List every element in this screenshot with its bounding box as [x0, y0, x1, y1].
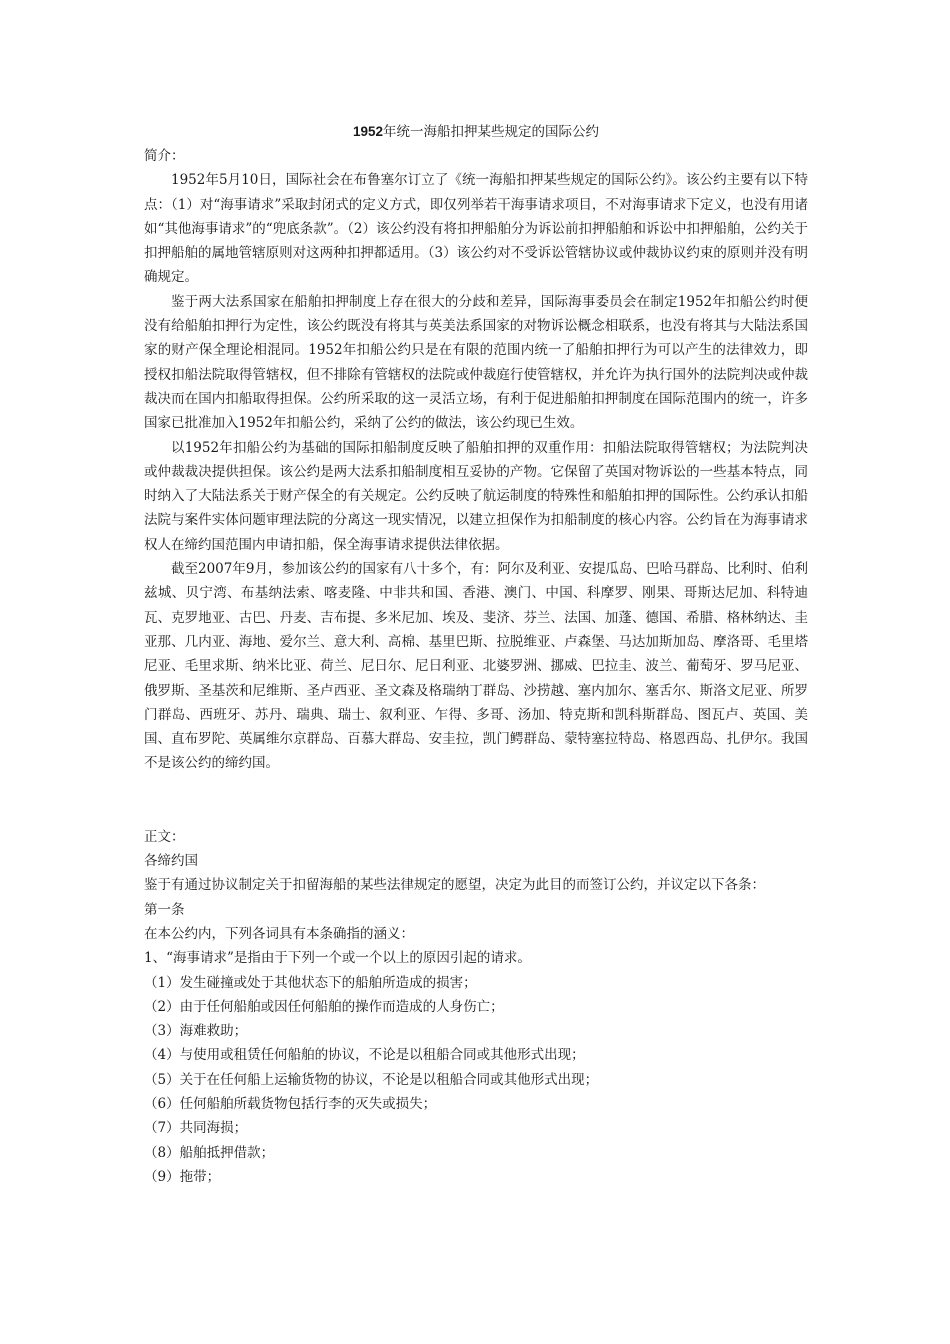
claim-item: （1）发生碰撞或处于其他状态下的船舶所造成的损害； — [144, 974, 477, 991]
title-text: 年统一海船扣押某些规定的国际公约 — [383, 124, 600, 140]
claim-item: （6）任何船舶所载货物包括行李的灭失或损失； — [144, 1095, 437, 1112]
article-intro: 在本公约内，下列各词具有本条确指的涵义： — [144, 925, 414, 942]
claim-item: （7）共同海损； — [144, 1120, 248, 1137]
claim-item: （8）船舶抵押借款； — [144, 1144, 275, 1161]
claim-item: （2）由于任何船舶或因任何船舶的操作而造成的人身伤亡； — [144, 998, 504, 1015]
intro-paragraph-2: 鉴于两大法系国家在船舶扣押制度上存在很大的分歧和差异，国际海事委员会在制定1952年扣船公约时便没有给船舶扣押行为定性，该公约既没有将其与英美法系国家的对物诉讼概念相联系，也没有将其与大陆法系国家的财产保全理论相混同。1952年扣船公约只是在有限的范围内统一了船舶扣押行为可以产生的法律效力，即授权扣船法院取得管辖权，但不排除有管辖权的法院或仲裁庭行使管辖权，并允许为执行国外的法院判决或仲裁裁决而在国内扣船取得担保。公约所采取的这一灵活立场，有利于促进船舶扣押制度在国际范围内的统一，许多国家已批准加入1952年扣船公约，采纳了公约的做法，该公约现已生效。 — [144, 293, 808, 432]
body-heading: 正文： — [144, 828, 185, 845]
title-number: 1952 — [352, 124, 384, 139]
definition-item: 1、“海事请求”是指由于下列一个或一个以上的原因引起的请求。 — [144, 950, 531, 967]
section-spacer — [144, 776, 808, 825]
claim-item: （5）关于在任何船上运输货物的协议，不论是以租船合同或其他形式出现； — [144, 1071, 599, 1088]
claim-item: （4）与使用或租赁任何船舶的协议，不论是以租船合同或其他形式出现； — [144, 1047, 585, 1064]
article-heading: 第一条 — [144, 901, 185, 918]
document-page — [144, 120, 808, 1189]
intro-heading: 简介： — [144, 148, 185, 164]
claim-item: （9）拖带； — [144, 1168, 221, 1185]
intro-paragraph-1: 1952年5月10日，国际社会在布鲁塞尔订立了《统一海船扣押某些规定的国际公约》。该公约主要有以下特点：（1）对“海事请求”采取封闭式的定义方式，即仅列举若干海事请求项目，不对海事请求下定义，也没有用诸如“其他海事请求”的“兜底条款”。（2）该公约没有将扣押船舶分为诉讼前扣押船舶和诉讼中扣押船舶，公约关于扣押船舶的属地管辖原则对这两种扣押都适用。（3）该公约对不受诉讼管辖协议或仲裁协议约束的原则并没有明确规定。 — [144, 172, 808, 286]
claim-item: （3）海难救助； — [144, 1023, 248, 1040]
intro-paragraph-3: 以1952年扣船公约为基础的国际扣船制度反映了船舶扣押的双重作用：扣船法院取得管辖权；为法院判决或仲裁裁决提供担保。该公约是两大法系扣船制度相互妥协的产物。它保留了英国对物诉讼的一些基本特点，同时纳入了大陆法系关于财产保全的有关规定。公约反映了航运制度的特殊性和船舶扣押的国际性。公约承认扣船法院与案件实体问题审理法院的分离这一现实情况，以建立担保作为扣船制度的核心内容。公约旨在为海事请求权人在缔约国范围内申请扣船，保全海事请求提供法律依据。 — [144, 439, 808, 553]
intro-paragraph-4: 截至2007年9月，参加该公约的国家有八十多个，有：阿尔及利亚、安提瓜岛、巴哈马群岛、比利时、伯利兹城、贝宁湾、布基纳法索、喀麦隆、中非共和国、香港、澳门、中国、科摩罗、刚果、哥斯达尼加、科特迪瓦、克罗地亚、古巴、丹麦、吉布提、多米尼加、埃及、斐济、芬兰、法国、加蓬、德国、希腊、格林纳达、圭亚那、几内亚、海地、爱尔兰、意大利、高棉、基里巴斯、拉脱维亚、卢森堡、马达加斯加岛、摩洛哥、毛里塔尼亚、毛里求斯、纳米比亚、荷兰、尼日尔、尼日利亚、北婆罗洲、挪威、巴拉圭、波兰、葡萄牙、罗马尼亚、俄罗斯、圣基茨和尼维斯、圣卢西亚、圣文森及格瑞纳丁群岛、沙捞越、塞内加尔、塞舌尔、斯洛文尼亚、所罗门群岛、西班牙、苏丹、瑞典、瑞士、叙利亚、乍得、多哥、汤加、特克斯和凯科斯群岛、图瓦卢、英国、美国、直布罗陀、英属维尔京群岛、百慕大群岛、安圭拉，凯门鳄群岛、蒙特塞拉特岛、格恩西岛、扎伊尔。我国不是该公约的缔约国。 — [144, 561, 808, 772]
document-title — [144, 120, 808, 144]
preamble-parties: 各缔约国 — [144, 853, 198, 870]
preamble-text: 鉴于有通过协议制定关于扣留海船的某些法律规定的愿望，决定为此目的而签订公约，并议定以下各条： — [144, 877, 765, 894]
